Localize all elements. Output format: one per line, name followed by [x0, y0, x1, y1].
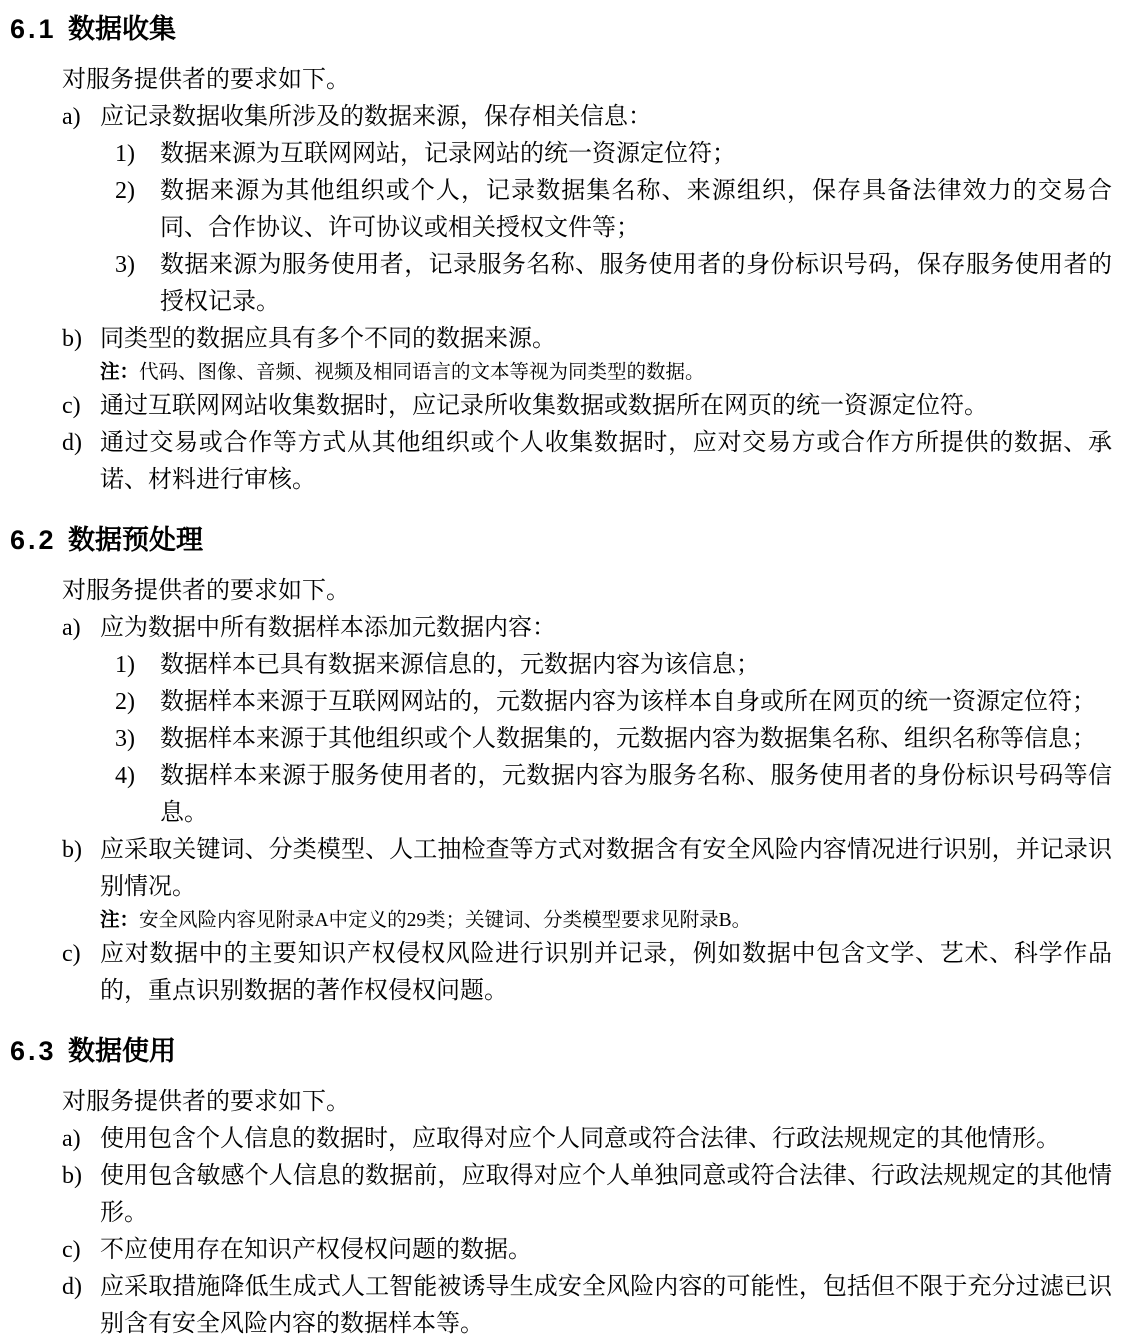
- item-marker: b): [62, 1163, 82, 1189]
- list-item-c: [62, 1232, 1112, 1269]
- intro-paragraph: 对服务提供者的要求如下。: [62, 1089, 350, 1115]
- item-marker: d): [62, 1274, 82, 1300]
- item-marker: a): [62, 615, 81, 641]
- list-item-c: [62, 936, 1112, 1010]
- item-marker: b): [62, 837, 82, 863]
- section-title: 数据预处理: [68, 525, 203, 555]
- section-data-preprocessing: [10, 523, 1112, 1010]
- subitem-text: 数据来源为服务使用者，记录服务名称、服务使用者的身份标识号码，保存服务使用者的授权记录。: [160, 252, 1112, 315]
- item-text: 通过交易或合作等方式从其他组织或个人收集数据时，应对交易方或合作方所提供的数据、承诺、材料进行审核。: [100, 430, 1112, 493]
- list-item-b: [62, 832, 1112, 906]
- section-number: 6.3: [10, 1036, 57, 1066]
- subitem-marker: 1): [115, 141, 135, 167]
- section-heading: [10, 523, 1112, 557]
- item-text: 应对数据中的主要知识产权侵权风险进行识别并记录，例如数据中包含文学、艺术、科学作品的，重点识别数据的著作权侵权问题。: [100, 941, 1112, 1004]
- section-number: 6.2: [10, 525, 57, 555]
- item-text: 使用包含敏感个人信息的数据前，应取得对应个人单独同意或符合法律、行政法规规定的其他情形。: [100, 1163, 1112, 1226]
- note: [100, 358, 1112, 388]
- subitem-text: 数据来源为其他组织或个人，记录数据集名称、来源组织，保存具备法律效力的交易合同、合作协议、许可协议或相关授权文件等；: [160, 178, 1112, 241]
- sub-list-item-1: [115, 647, 1112, 684]
- note: [100, 906, 1112, 936]
- sub-list-item-2: [115, 684, 1112, 721]
- section-data-usage: [10, 1034, 1112, 1340]
- subitem-marker: 2): [115, 689, 135, 715]
- sub-list-item-2: [115, 173, 1112, 247]
- item-text: 同类型的数据应具有多个不同的数据来源。: [100, 326, 556, 352]
- section-body: [62, 573, 1112, 1010]
- item-marker: a): [62, 104, 81, 130]
- list-item-c: [62, 388, 1112, 425]
- intro-paragraph: 对服务提供者的要求如下。: [62, 67, 350, 93]
- item-text: 不应使用存在知识产权侵权问题的数据。: [100, 1237, 532, 1263]
- item-text: 应记录数据收集所涉及的数据来源，保存相关信息：: [100, 104, 652, 130]
- subitem-text: 数据样本来源于其他组织或个人数据集的，元数据内容为数据集名称、组织名称等信息；: [160, 726, 1096, 752]
- item-marker: b): [62, 326, 82, 352]
- list-item-d: [62, 1269, 1112, 1340]
- section-heading: [10, 12, 1112, 46]
- list-item-b: [62, 321, 1112, 358]
- item-marker: c): [62, 941, 81, 967]
- item-text: 应采取措施降低生成式人工智能被诱导生成安全风险内容的可能性，包括但不限于充分过滤已识别含有安全风险内容的数据样本等。: [100, 1274, 1112, 1337]
- section-body: [62, 62, 1112, 499]
- section-title: 数据使用: [68, 1036, 176, 1066]
- sub-list-item-1: [115, 136, 1112, 173]
- item-marker: c): [62, 393, 81, 419]
- subitem-text: 数据样本来源于服务使用者的，元数据内容为服务名称、服务使用者的身份标识号码等信息。: [160, 763, 1112, 826]
- sub-list-item-3: [115, 247, 1112, 321]
- item-marker: d): [62, 430, 82, 456]
- subitem-text: 数据样本已具有数据来源信息的，元数据内容为该信息；: [160, 652, 760, 678]
- sub-list-item-3: [115, 721, 1112, 758]
- intro-paragraph: 对服务提供者的要求如下。: [62, 578, 350, 604]
- note-label: 注：: [100, 362, 140, 383]
- item-text: 应为数据中所有数据样本添加元数据内容：: [100, 615, 556, 641]
- subitem-text: 数据样本来源于互联网网站的，元数据内容为该样本自身或所在网页的统一资源定位符；: [160, 689, 1096, 715]
- section-data-collection: [10, 12, 1112, 499]
- note-label: 注：: [100, 910, 140, 931]
- note-text: 安全风险内容见附录A中定义的29类；关键词、分类模型要求见附录B。: [139, 910, 752, 931]
- section-title: 数据收集: [68, 14, 176, 44]
- list-item-a: [62, 610, 1112, 647]
- subitem-text: 数据来源为互联网网站，记录网站的统一资源定位符；: [160, 141, 736, 167]
- section-heading: [10, 1034, 1112, 1068]
- note-text: 代码、图像、音频、视频及相同语言的文本等视为同类型的数据。: [139, 362, 705, 383]
- subitem-marker: 2): [115, 178, 135, 204]
- list-item-d: [62, 425, 1112, 499]
- sub-list-item-4: [115, 758, 1112, 832]
- subitem-marker: 3): [115, 252, 135, 278]
- item-text: 使用包含个人信息的数据时，应取得对应个人同意或符合法律、行政法规规定的其他情形。: [100, 1126, 1060, 1152]
- subitem-marker: 1): [115, 652, 135, 678]
- list-item-b: [62, 1158, 1112, 1232]
- subitem-marker: 4): [115, 763, 135, 789]
- item-text: 通过互联网网站收集数据时，应记录所收集数据或数据所在网页的统一资源定位符。: [100, 393, 988, 419]
- list-item-a: [62, 1121, 1112, 1158]
- section-body: [62, 1084, 1112, 1340]
- item-text: 应采取关键词、分类模型、人工抽检查等方式对数据含有安全风险内容情况进行识别，并记录识别情况。: [100, 837, 1112, 900]
- list-item-a: [62, 99, 1112, 136]
- item-marker: c): [62, 1237, 81, 1263]
- section-number: 6.1: [10, 14, 57, 44]
- item-marker: a): [62, 1126, 81, 1152]
- subitem-marker: 3): [115, 726, 135, 752]
